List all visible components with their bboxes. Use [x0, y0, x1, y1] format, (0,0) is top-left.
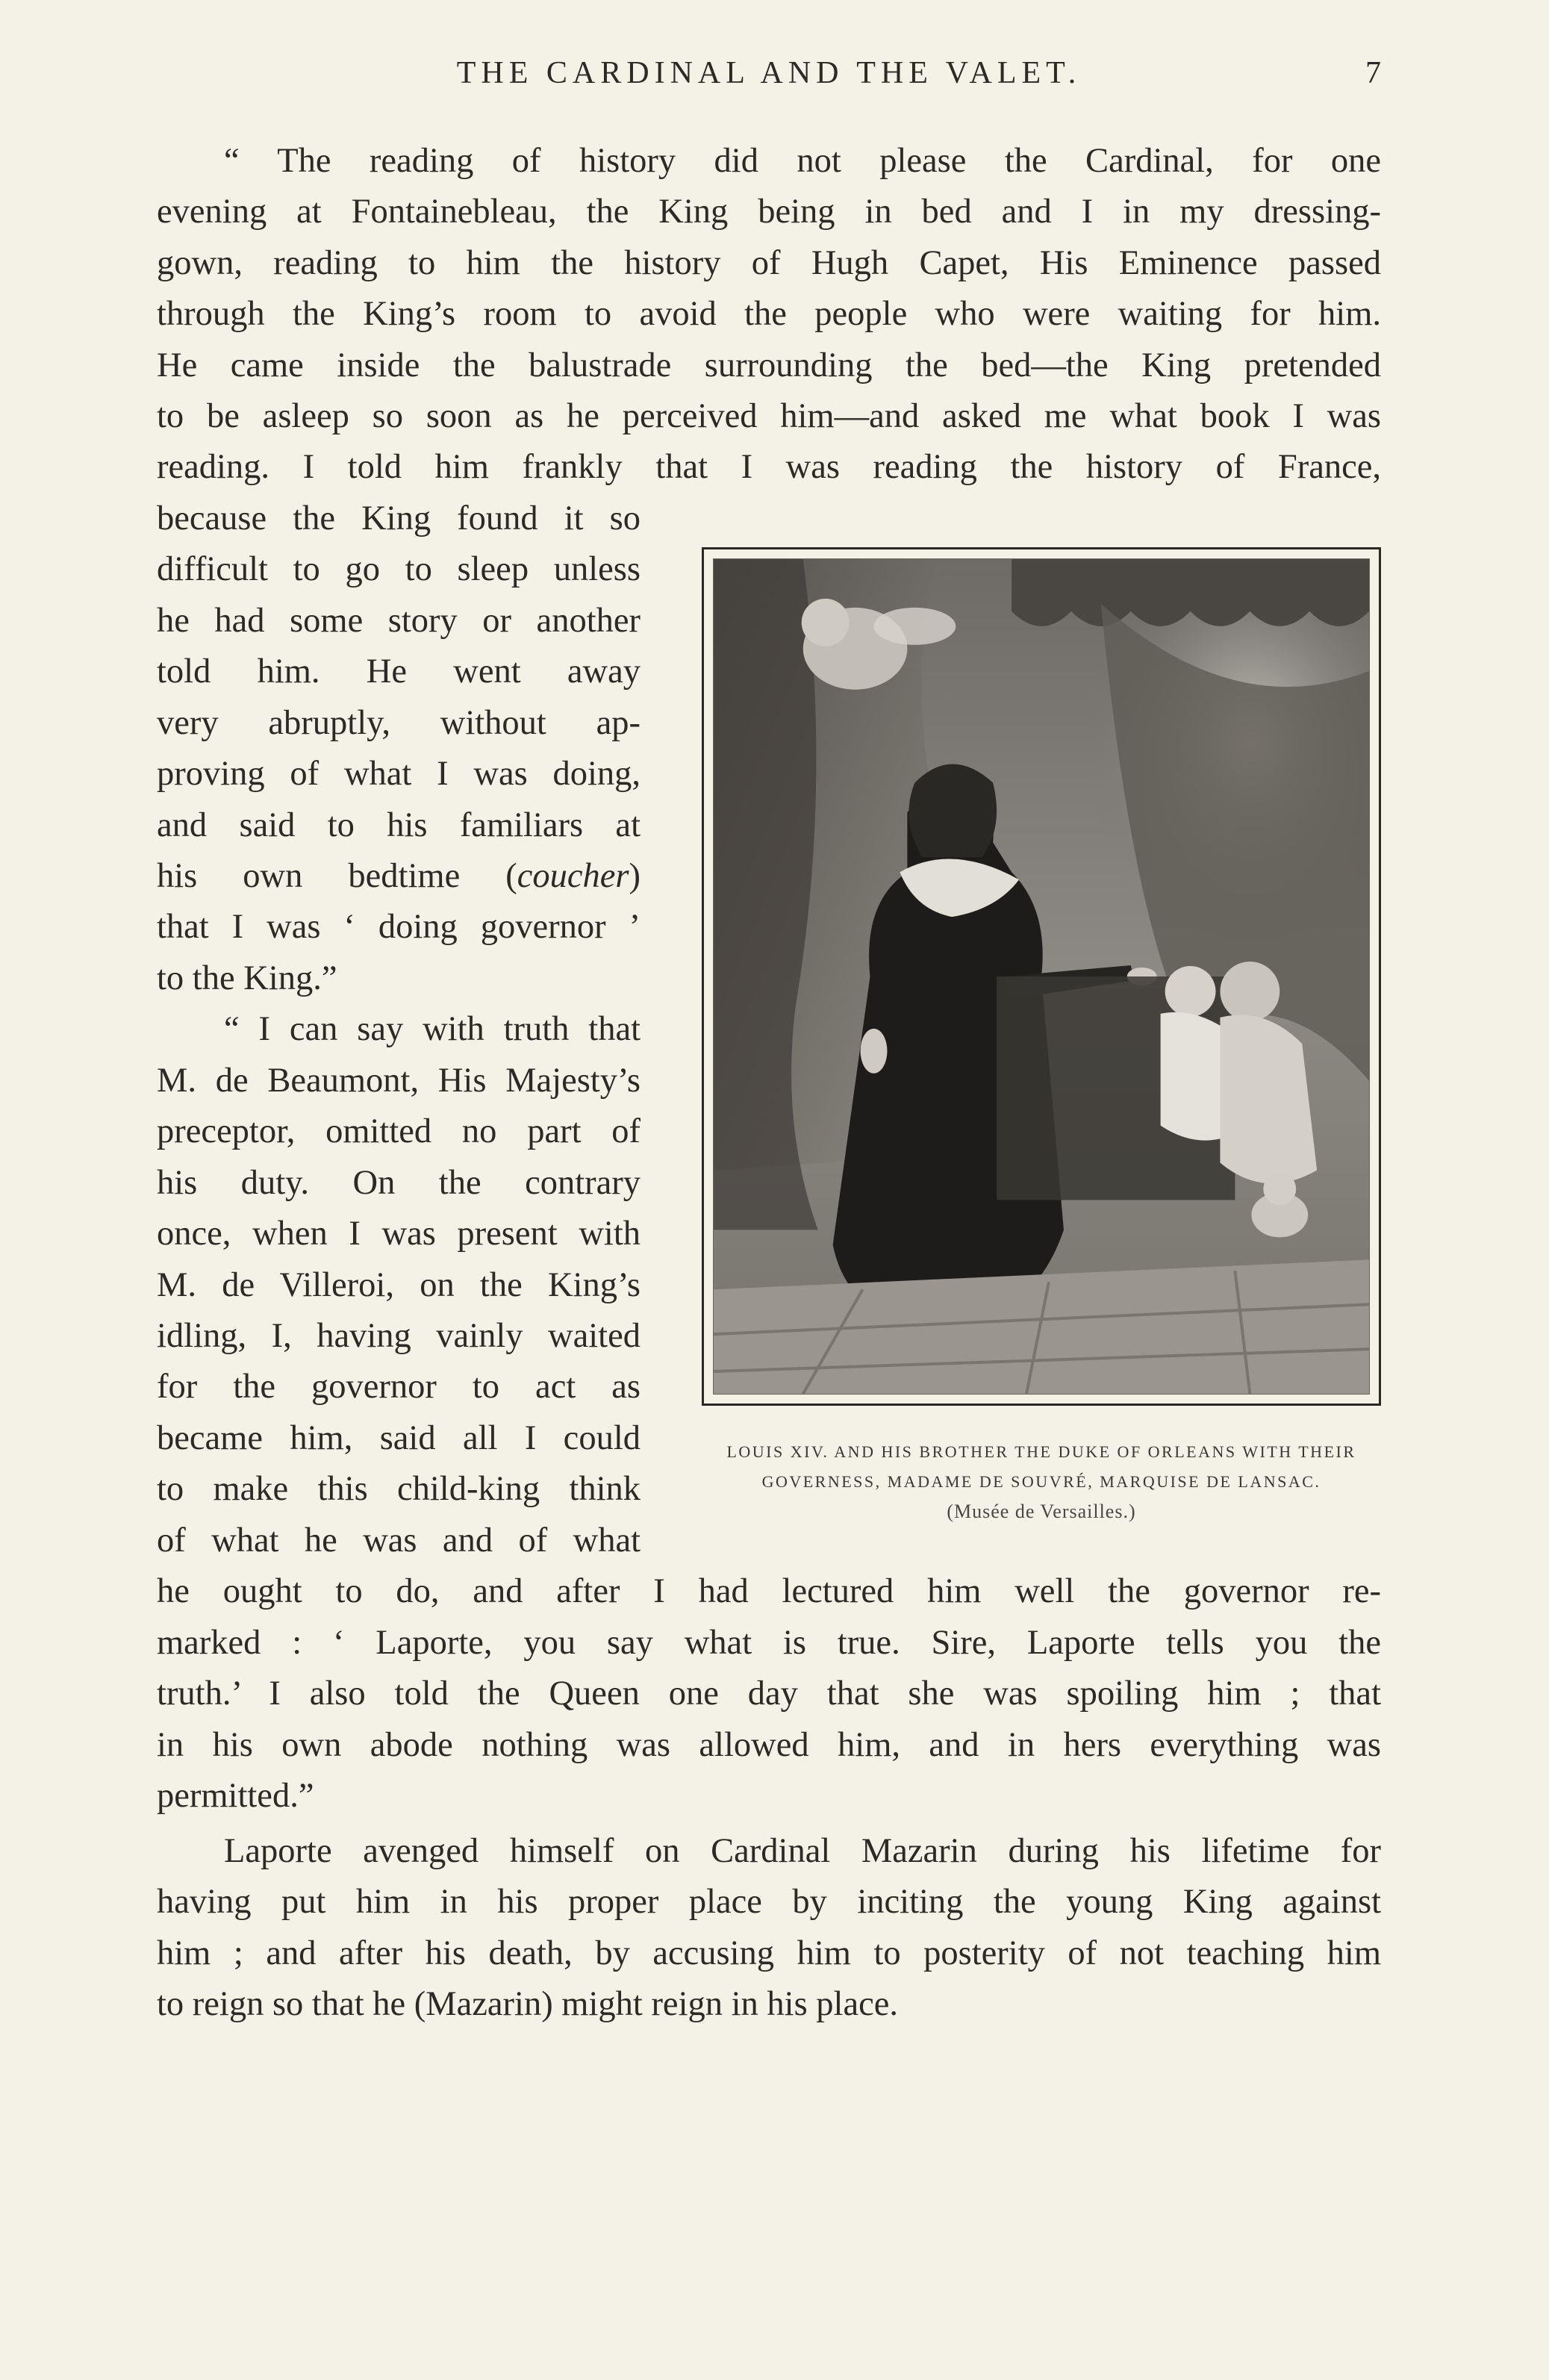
- portrait-engraving: [713, 558, 1370, 1395]
- text-line: permitted.”: [157, 1777, 314, 1815]
- text-line: Laporte avenged himself on Cardinal Mazarin during his lifetime for: [224, 1832, 1381, 1870]
- text-line: because the King found it so: [157, 499, 641, 538]
- text-line: gown, reading to him the history of Hugh Capet, His Eminence passed: [157, 244, 1381, 282]
- running-title: THE CARDINAL AND THE VALET.: [456, 56, 1082, 90]
- italic-word: coucher: [517, 857, 629, 895]
- text-line: in his own abode nothing was allowed him, and in hers everything was: [157, 1726, 1381, 1764]
- figure-caption: [672, 1437, 1411, 1527]
- text-line: “ The reading of history did not please the Cardinal, for one: [224, 142, 1381, 180]
- text-line: M. de Beaumont, His Majesty’s: [157, 1062, 641, 1100]
- text-line: M. de Villeroi, on the King’s: [157, 1266, 641, 1304]
- text-line: for the governor to act as: [157, 1368, 641, 1406]
- text-line: he ought to do, and after I had lectured him well the governor re-: [157, 1572, 1381, 1610]
- text-line: told him. He went away: [157, 652, 641, 691]
- text-line: once, when I was present with: [157, 1215, 641, 1253]
- text-line: of what he was and of what: [157, 1521, 641, 1560]
- portrait-illustration: [714, 559, 1369, 1394]
- text-line: evening at Fontainebleau, the King being in bed and I in my dressing-: [157, 193, 1381, 231]
- text-line: to be asleep so soon as he perceived him—and asked me what book I was: [157, 397, 1381, 435]
- text-line: him ; and after his death, by accusing him to posterity of not teaching him: [157, 1934, 1381, 1972]
- text-line: idling, I, having vainly waited: [157, 1317, 641, 1355]
- text-line: through the King’s room to avoid the people who were waiting for him.: [157, 295, 1381, 333]
- text-line: [157, 851, 641, 902]
- text-line: having put him in his proper place by inciting the young King against: [157, 1883, 1381, 1921]
- text-line: very abruptly, without ap-: [157, 704, 641, 742]
- text-line: he had some story or another: [157, 602, 641, 640]
- text-fragment: his own bedtime (: [157, 857, 517, 895]
- text-line: to make this child-king think: [157, 1470, 641, 1508]
- text-line: “ I can say with truth that: [224, 1010, 641, 1048]
- text-line: He came inside the balustrade surrounding the bed—the King pretended: [157, 346, 1381, 384]
- caption-line: LOUIS XIV. AND HIS BROTHER THE DUKE OF ORLEANS WITH THEIR: [726, 1442, 1356, 1461]
- text-line: proving of what I was doing,: [157, 755, 641, 793]
- text-line: preceptor, omitted no part of: [157, 1112, 641, 1150]
- caption-source: (Musée de Versailles.): [947, 1501, 1136, 1522]
- caption-line: GOVERNESS, MADAME DE SOUVRÉ, MARQUISE DE LANSAC.: [761, 1472, 1321, 1491]
- portrait-plate: [702, 547, 1381, 1406]
- text-line: truth.’ I also told the Queen one day that she was spoiling him ; that: [157, 1675, 1381, 1713]
- text-fragment: ): [629, 857, 641, 895]
- plate-frame: [702, 547, 1381, 1406]
- text-line: became him, said all I could: [157, 1419, 641, 1457]
- text-line: difficult to go to sleep unless: [157, 550, 641, 588]
- page-number: 7: [1365, 56, 1381, 90]
- text-line: reading. I told him frankly that I was reading the history of France,: [157, 448, 1381, 486]
- running-head: [157, 52, 1381, 97]
- text-line: to the King.”: [157, 959, 337, 997]
- text-line: that I was ‘ doing governor ’: [157, 908, 641, 946]
- text-line: and said to his familiars at: [157, 806, 641, 844]
- text-line: marked : ‘ Laporte, you say what is true. Sire, Laporte tells you the: [157, 1624, 1381, 1662]
- text-line: to reign so that he (Mazarin) might reign in his place.: [157, 1985, 899, 2023]
- text-line: his duty. On the contrary: [157, 1164, 641, 1202]
